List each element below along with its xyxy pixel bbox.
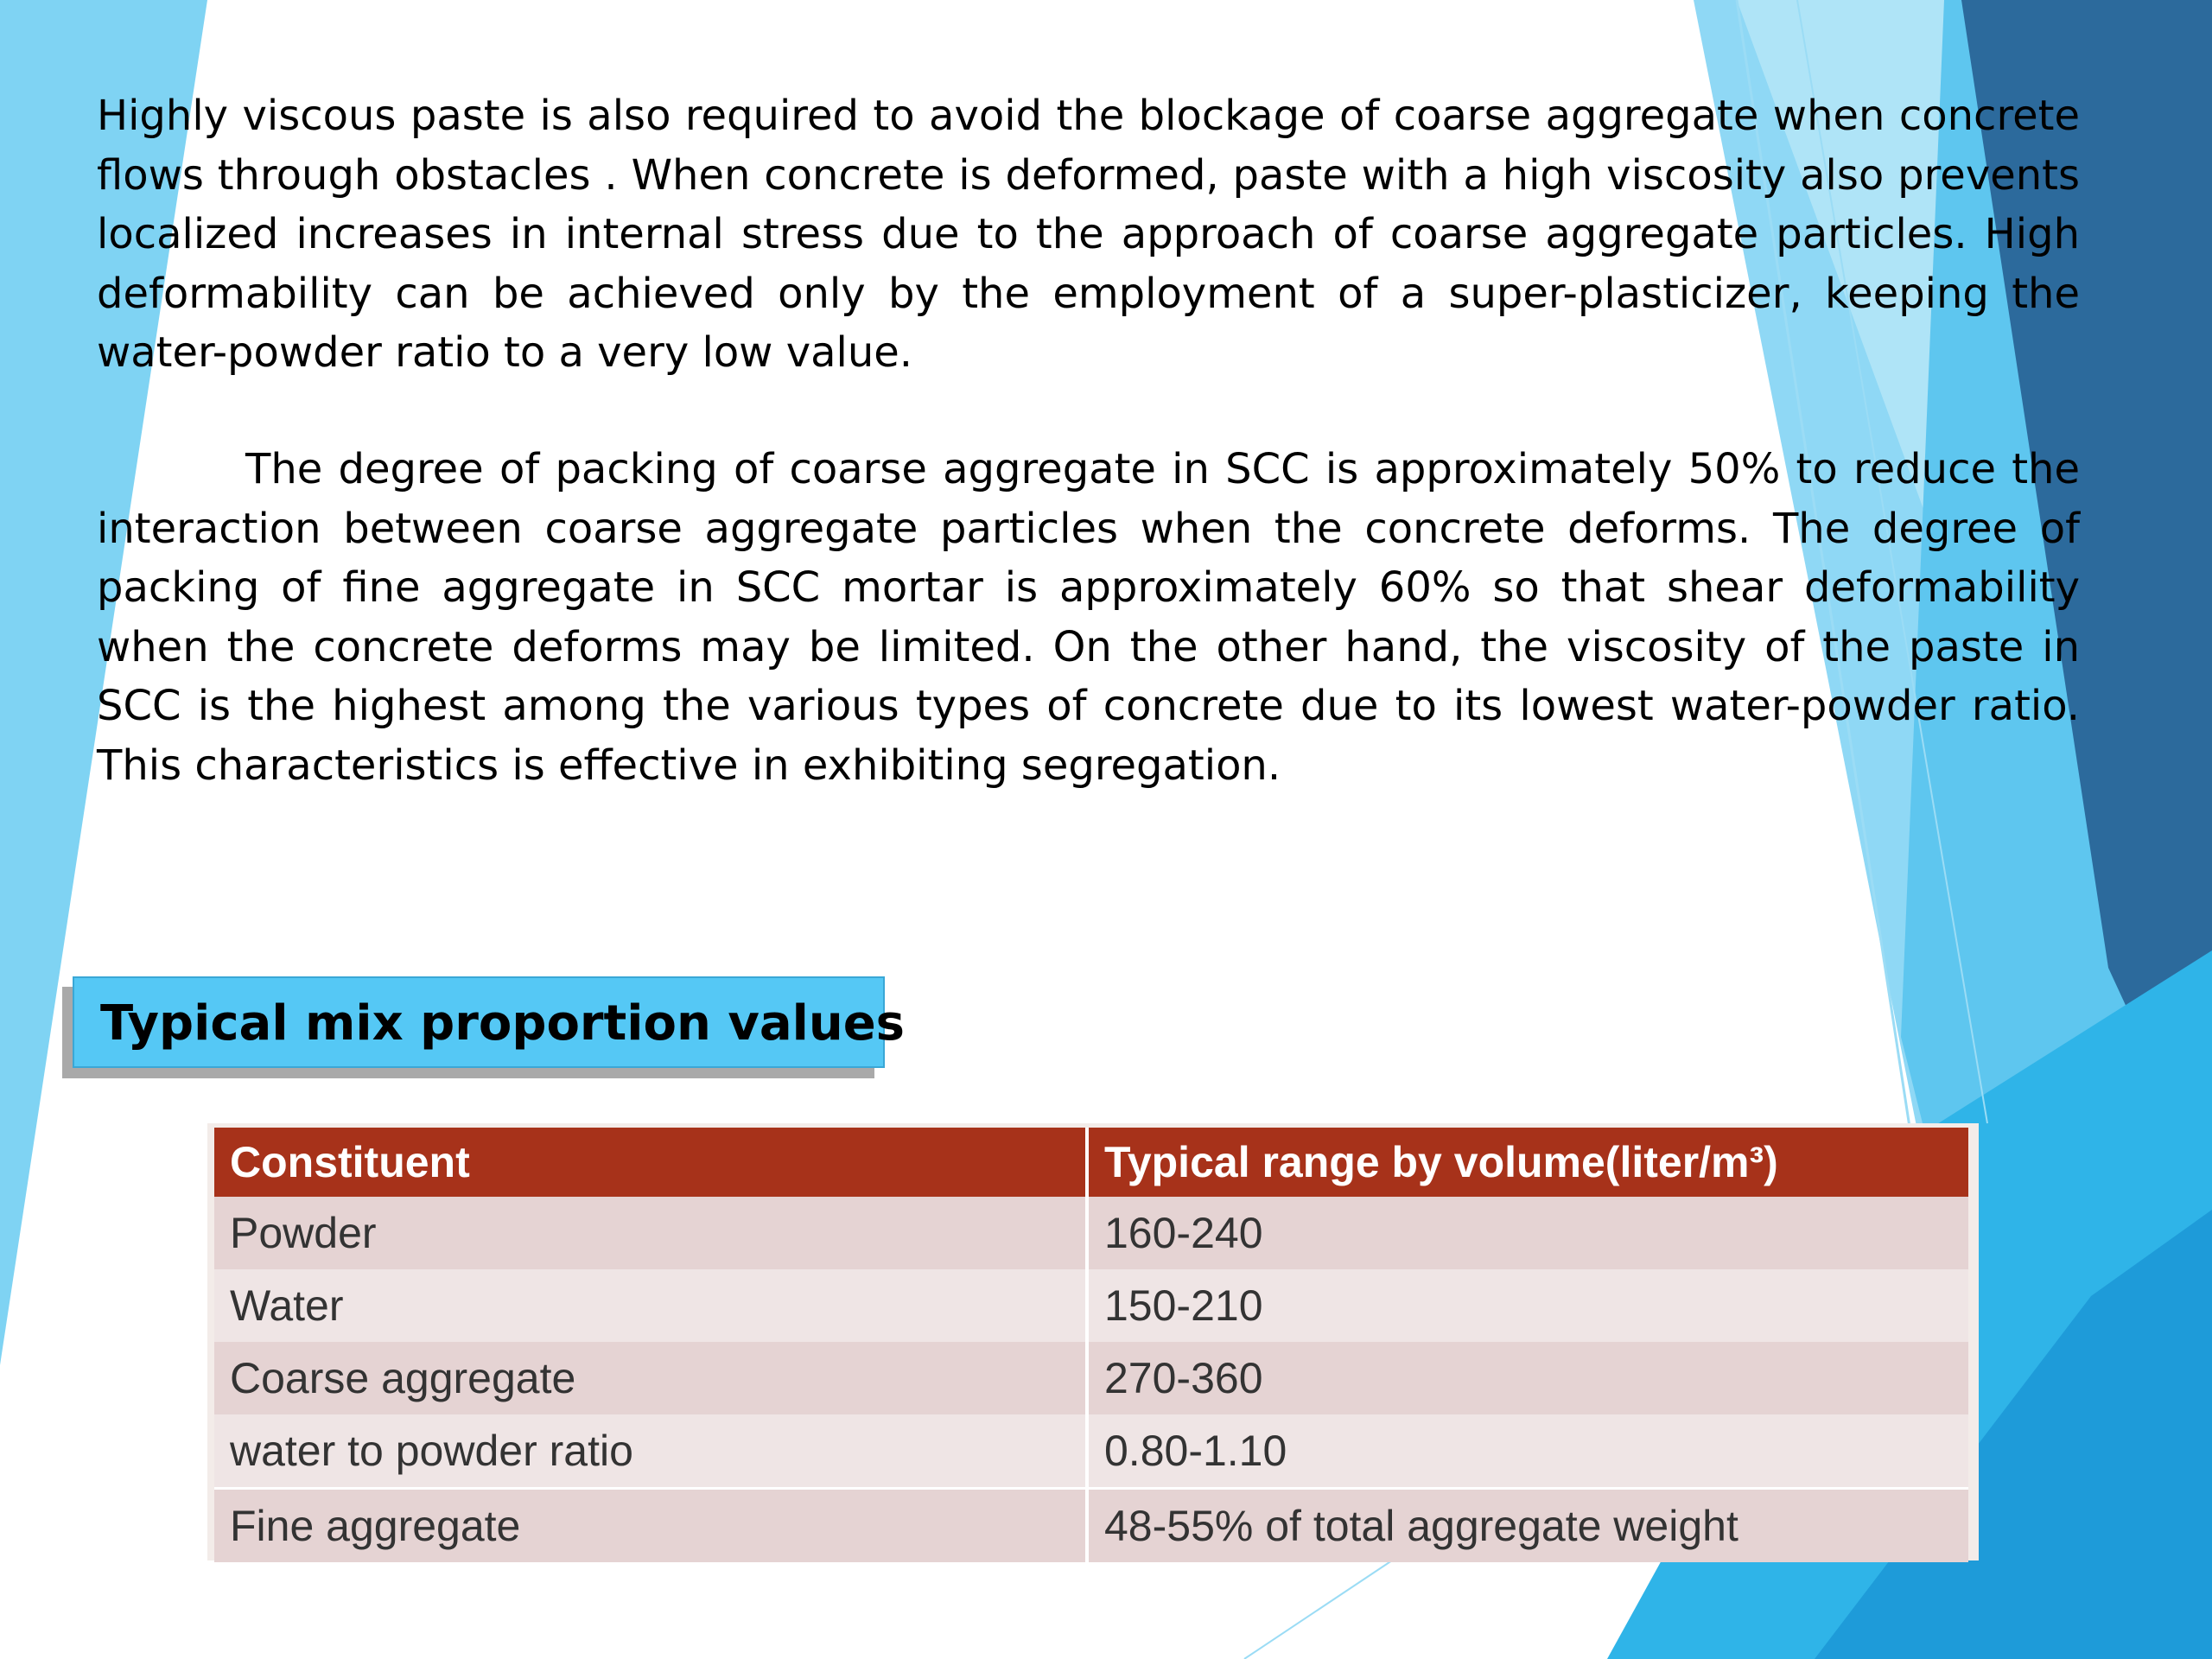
table-cell: Fine aggregate <box>214 1489 1087 1563</box>
table-row <box>214 1489 1968 1563</box>
section-heading-box <box>73 976 905 1068</box>
table-header-cell: Typical range by volume(liter/m³) <box>1087 1128 1968 1197</box>
table-header-cell: Constituent <box>214 1128 1087 1197</box>
table-row <box>214 1342 1968 1414</box>
table-cell: Coarse aggregate <box>214 1342 1087 1414</box>
section-heading: Typical mix proportion values <box>100 995 905 1052</box>
paragraph-2 <box>97 440 2080 795</box>
paragraph-2-text: The degree of packing of coarse aggregate in SCC is approximately 50% to reduce the interaction between coarse aggregate particles when the concrete deforms. The degree of packing of fine aggregate in SCC mortar is approximately 60% so that shear deformability when the concrete deforms may be limited. On the other hand, the viscosity of the paste in SCC is the highest among the various types of concrete due to its lowest water-powder ratio. This characteristics is effective in exhibiting segregation. <box>97 445 2080 790</box>
mix-proportion-table-frame <box>207 1123 1979 1560</box>
table-row <box>214 1269 1968 1342</box>
table-cell: Water <box>214 1269 1087 1342</box>
table-cell: 270-360 <box>1087 1342 1968 1414</box>
table-row <box>214 1414 1968 1489</box>
table-cell: 48-55% of total aggregate weight <box>1087 1489 1968 1563</box>
table-cell: Powder <box>214 1197 1087 1269</box>
thin-line-3 <box>1244 1555 1400 1659</box>
table-row <box>214 1197 1968 1269</box>
paragraph-1: Highly viscous paste is also required to avoid the blockage of coarse aggregate when concrete flows through obstacles . When concrete is deformed, paste with a high viscosity also prevents localized increases in internal stress due to the approach of coarse aggregate particles. High deformability can be achieved only by the employment of a super-plasticizer, keeping the water-powder ratio to a very low value. <box>97 92 2080 377</box>
table-cell: water to powder ratio <box>214 1414 1087 1489</box>
table-cell: 0.80-1.10 <box>1087 1414 1968 1489</box>
mix-proportion-table <box>214 1128 1968 1562</box>
table-cell: 150-210 <box>1087 1269 1968 1342</box>
table-cell: 160-240 <box>1087 1197 1968 1269</box>
table-header-row <box>214 1128 1968 1197</box>
